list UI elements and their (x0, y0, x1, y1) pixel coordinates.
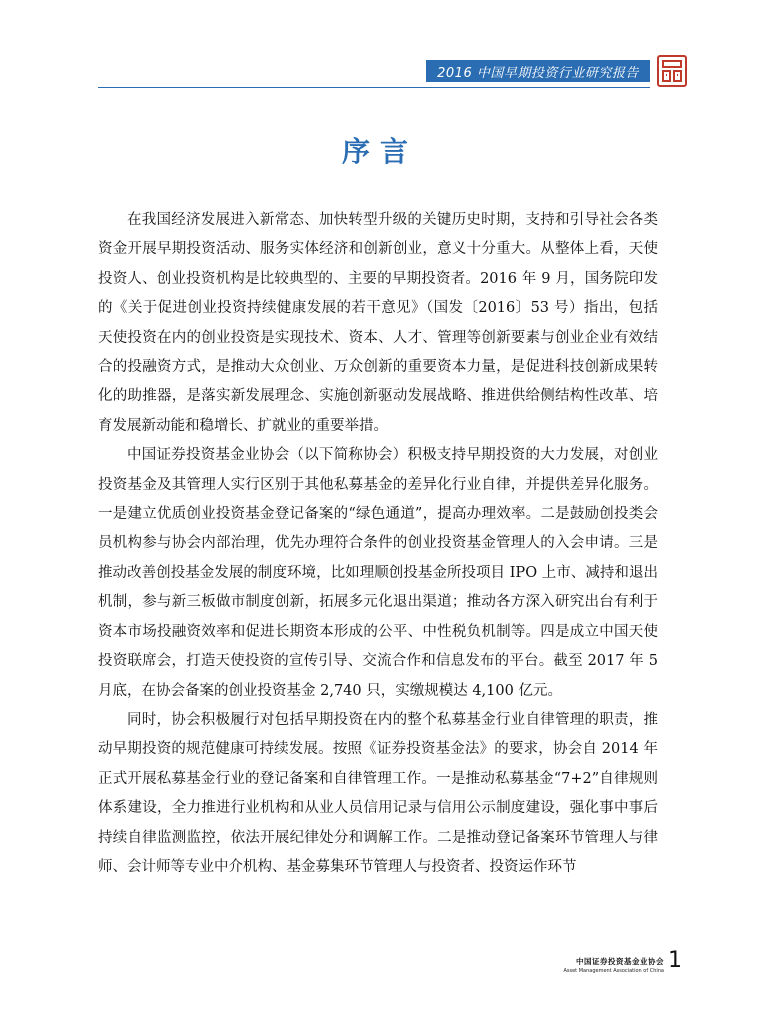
paragraph: 中国证券投资基金业协会（以下简称协会）积极支持早期投资的大力发展，对创业投资基金及其管理人实行区别于其他私募基金的差异化行业自律，并提供差异化服务。一是建立优质创业投资基金登记备案的“绿色通道”，提高办理效率。二是鼓励创投类会员机构参与协会内部治理，优先办理符合条件的创业投资基金管理人的入会申请。三是推动改善创投基金发展的制度环境，比如理顺创投基金所投项目 IPO 上市、减持和退出机制，参与新三板做市制度创新，拓展多元化退出渠道；推动各方深入研究出台有利于资本市场投融资效率和促进长期资本形成的公平、中性税负机制等。四是成立中国天使投资联席会，打造天使投资的宣传引导、交流合作和信息发布的平台。截至 2017 年 5 月底，在协会备案的创业投资基金 2,740 只，实缴规模达 4,100 亿元。 (98, 447, 658, 699)
header-divider (98, 87, 650, 88)
footer-organization (560, 956, 664, 974)
footer-org-name-cn: 中国证券投资基金业协会 (576, 957, 664, 966)
amac-seal-logo-icon (657, 55, 687, 87)
footer-org-name-en: Asset Management Association of China (563, 968, 664, 974)
preface-body (98, 206, 658, 882)
page-number: 1 (668, 948, 682, 973)
paragraph: 在我国经济发展进入新常态、加快转型升级的关键历史时期，支持和引导社会各类资金开展早期投资活动、服务实体经济和创新创业，意义十分重大。从整体上看，天使投资人、创业投资机构是比较典型的、主要的早期投资者。2016 年 9 月，国务院印发的《关于促进创业投资持续健康发展的若干意见》（国发〔2016〕53 号）指出，包括天使投资在内的创业投资是实现技术、资本、人才、管理等创新要素与创业企业有效结合的投融资方式，是推动大众创业、万众创新的重要资本力量，是促进科技创新成果转化的助推器，是落实新发展理念、实施创新驱动发展战略、推进供给侧结构性改革、培育发展新动能和稳增长、扩就业的重要举措。 (98, 212, 658, 434)
header-banner (426, 60, 650, 82)
page-title: 序言 (341, 135, 418, 168)
paragraph: 同时，协会积极履行对包括早期投资在内的整个私募基金行业自律管理的职责，推动早期投资的规范健康可持续发展。按照《证券投资基金法》的要求，协会自 2014 年正式开展私募基金行业的登记备案和自律管理工作。一是推动私募基金“7+2”自律规则体系建设，全力推进行业机构和从业人员信用记录与信用公示制度建设，强化事中事后持续自律监测监控，依法开展纪律处分和调解工作。二是推动登记备案环节管理人与律师、会计师等专业中介机构、基金募集环节管理人与投资者、投资运作环节 (98, 711, 658, 875)
report-title: 2016 中国早期投资行业研究报告 (437, 65, 639, 81)
